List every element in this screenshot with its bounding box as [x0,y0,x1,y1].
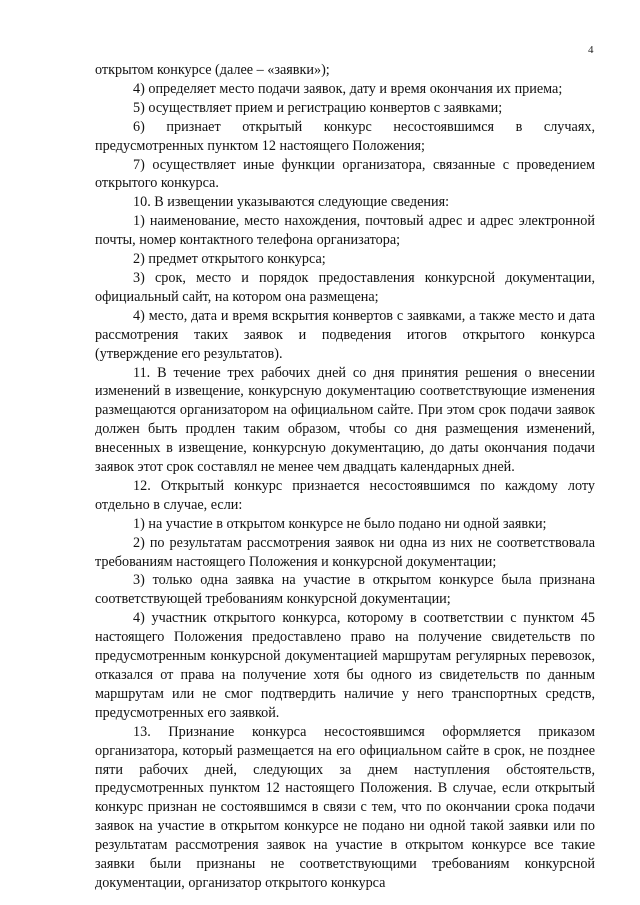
body-text [95,61,595,893]
paragraph: 5) осуществляет прием и регистрацию конвертов с заявками; [133,99,503,116]
page-number: 4 [588,44,594,56]
paragraph: 3) только одна заявка на участие в открытом конкурсе была признана соответствующей требованиям конкурсной документации; [95,572,595,608]
paragraph: 1) наименование, место нахождения, почтовый адрес и адрес электронной почты, номер контактного телефона организатора; [95,213,595,249]
section-paragraph: 11. В течение трех рабочих дней со дня принятия решения о внесении изменений в извещение, конкурсную документацию соответствующие изменения размещаются организатором на официальном сайте. При этом срок подачи заявок должен быть продлен таким образом, чтобы со дня размещения изменений, внесенных в извещение, конкурсную документацию, до даты окончания подачи заявок этот срок составлял не менее чем двадцать календарных дней. [95,364,595,476]
paragraph: 2) по результатам рассмотрения заявок ни одна из них не соответствовала требованиям настоящего Положения и конкурсной документации; [95,534,595,570]
paragraph: 4) место, дата и время вскрытия конвертов с заявками, а также место и дата рассмотрения таких заявок и подведения итогов открытого конкурса (утверждение его результатов). [95,307,595,362]
paragraph: открытом конкурсе (далее – «заявки»); [95,62,330,78]
paragraph: 4) определяет место подачи заявок, дату и время окончания их приема; [133,80,563,97]
paragraph: 4) участник открытого конкурса, которому в соответствии с пунктом 45 настоящего Положения предоставлено право на получение свидетельств по предусмотренным конкурсной документацией маршрутам регулярных перевозок, отказался от права на получение хотя бы одного из свидетельств по данным маршрутам или не смог подтвердить наличие у него транспортных средств, предусмотренных его заявкой. [95,610,595,721]
section-heading: 10. В извещении указываются следующие сведения: [133,194,450,211]
section-paragraph: 13. Признание конкурса несостоявшимся оформляется приказом организатора, который размещается на его официальном сайте в срок, не позднее пяти рабочих дней, следующих за днем наступления обстоятельств, предусмотренных пунктом 12 настоящего Положения. В случае, если открытый конкурс признан не состоявшимся в связи с тем, что по окончании срока подачи заявок на участие в открытом конкурсе не подано ни одной такой заявки или по результатам рассмотрения заявок на участие в открытом конкурсе все такие заявки были признаны не соответствующими требованиям конкурсной документации, организатор открытого конкурса [95,723,595,891]
paragraph: 2) предмет открытого конкурса; [133,251,326,268]
section-heading: 12. Открытый конкурс признается несостоявшимся по каждому лоту отдельно в случае, если: [95,477,595,513]
paragraph: 1) на участие в открытом конкурсе не было подано ни одной заявки; [133,515,547,532]
paragraph: 6) признает открытый конкурс несостоявшимся в случаях, предусмотренных пунктом 12 настоящего Положения; [95,118,595,154]
paragraph: 7) осуществляет иные функции организатора, связанные с проведением открытого конкурса. [95,156,595,192]
paragraph: 3) срок, место и порядок предоставления конкурсной документации, официальный сайт, на котором она размещена; [95,269,595,305]
